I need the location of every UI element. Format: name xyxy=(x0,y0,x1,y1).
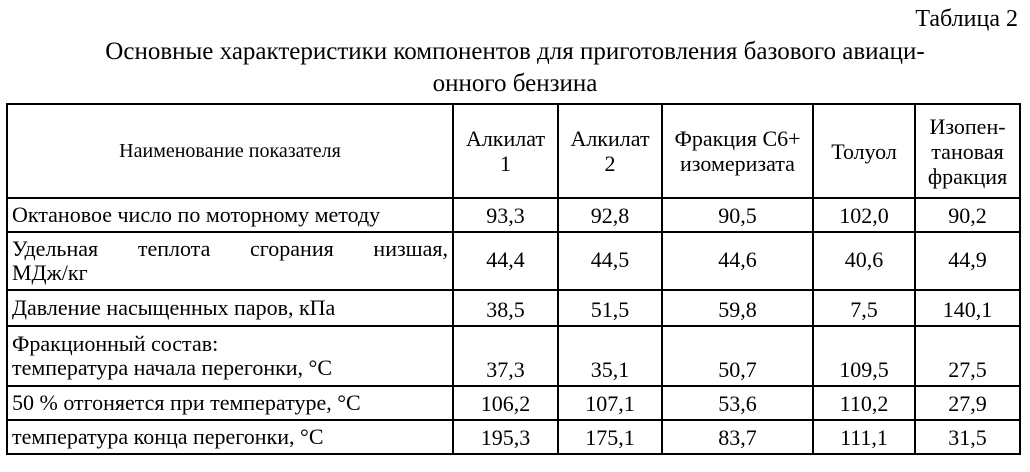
cell-value: 44,9 xyxy=(915,232,1020,290)
header-c6-isomerate xyxy=(662,104,813,198)
cell-value: 40,6 xyxy=(813,232,915,290)
label-line: Удельная теплота сгорания низшая, xyxy=(12,236,448,261)
cell-value: 175,1 xyxy=(558,420,662,454)
header-toluene xyxy=(813,104,915,198)
cell-value: 92,8 xyxy=(558,198,662,232)
label-line: Давление насыщенных паров, кПа xyxy=(12,295,336,320)
label-line: МДж/кг xyxy=(12,260,88,285)
cell-value: 110,2 xyxy=(813,386,915,420)
header-isopentane xyxy=(915,104,1020,198)
header-line: фракция xyxy=(927,163,1008,189)
header-line: Изопен- xyxy=(929,113,1006,139)
row-label xyxy=(7,386,453,420)
header-line: Фракция С6+ xyxy=(674,126,801,151)
cell-value: 106,2 xyxy=(453,386,558,420)
table-row xyxy=(7,290,1020,326)
cell-value: 195,3 xyxy=(453,420,558,454)
label-line: Октановое число по моторному методу xyxy=(12,202,381,227)
cell-value: 31,5 xyxy=(915,420,1020,454)
table-row xyxy=(7,386,1020,420)
cell-value: 27,5 xyxy=(915,326,1020,386)
header-parameter: Наименование показателя xyxy=(7,104,453,198)
header-line: тановая xyxy=(931,138,1004,164)
cell-value: 38,5 xyxy=(453,290,558,326)
header-line: Алкилат xyxy=(570,126,650,151)
header-alkylate-2 xyxy=(558,104,662,198)
row-label xyxy=(7,198,453,232)
cell-value: 102,0 xyxy=(813,198,915,232)
header-line: изомеризата xyxy=(680,151,795,176)
cell-value: 93,3 xyxy=(453,198,558,232)
label-line: Фракционный состав: xyxy=(12,331,219,356)
header-row xyxy=(7,104,1020,198)
cell-value: 109,5 xyxy=(813,326,915,386)
characteristics-table xyxy=(6,103,1021,455)
table-title xyxy=(0,36,1030,100)
header-line: Толуол xyxy=(831,138,897,164)
cell-value: 83,7 xyxy=(662,420,813,454)
cell-value: 44,5 xyxy=(558,232,662,290)
cell-value: 44,6 xyxy=(662,232,813,290)
row-label xyxy=(7,290,453,326)
table-caption: Таблица 2 xyxy=(915,6,1018,32)
label-line: температура начала перегонки, °С xyxy=(12,355,333,380)
cell-value: 27,9 xyxy=(915,386,1020,420)
cell-value: 90,5 xyxy=(662,198,813,232)
table-row xyxy=(7,232,1020,290)
cell-value: 44,4 xyxy=(453,232,558,290)
row-label xyxy=(7,326,453,386)
cell-value: 35,1 xyxy=(558,326,662,386)
cell-value: 107,1 xyxy=(558,386,662,420)
cell-value: 7,5 xyxy=(813,290,915,326)
cell-value: 140,1 xyxy=(915,290,1020,326)
table-row xyxy=(7,420,1020,454)
cell-value: 90,2 xyxy=(915,198,1020,232)
cell-value: 50,7 xyxy=(662,326,813,386)
title-line-1: Основные характеристики компонентов для приготовления базового авиаци- xyxy=(105,38,925,65)
cell-value: 59,8 xyxy=(662,290,813,326)
label-line: температура конца перегонки, °С xyxy=(12,424,324,449)
cell-value: 53,6 xyxy=(662,386,813,420)
row-label xyxy=(7,232,453,290)
cell-value: 111,1 xyxy=(813,420,915,454)
header-line: 1 xyxy=(500,151,511,176)
cell-value: 51,5 xyxy=(558,290,662,326)
table-row xyxy=(7,326,1020,386)
title-line-2: онного бензина xyxy=(432,70,598,97)
header-line: Алкилат xyxy=(465,126,546,151)
table-row xyxy=(7,198,1020,232)
label-line: 50 % отгоняется при температуре, °С xyxy=(12,390,361,415)
cell-value: 37,3 xyxy=(453,326,558,386)
row-label xyxy=(7,420,453,454)
header-alkylate-1 xyxy=(453,104,558,198)
header-line: 2 xyxy=(604,151,616,176)
